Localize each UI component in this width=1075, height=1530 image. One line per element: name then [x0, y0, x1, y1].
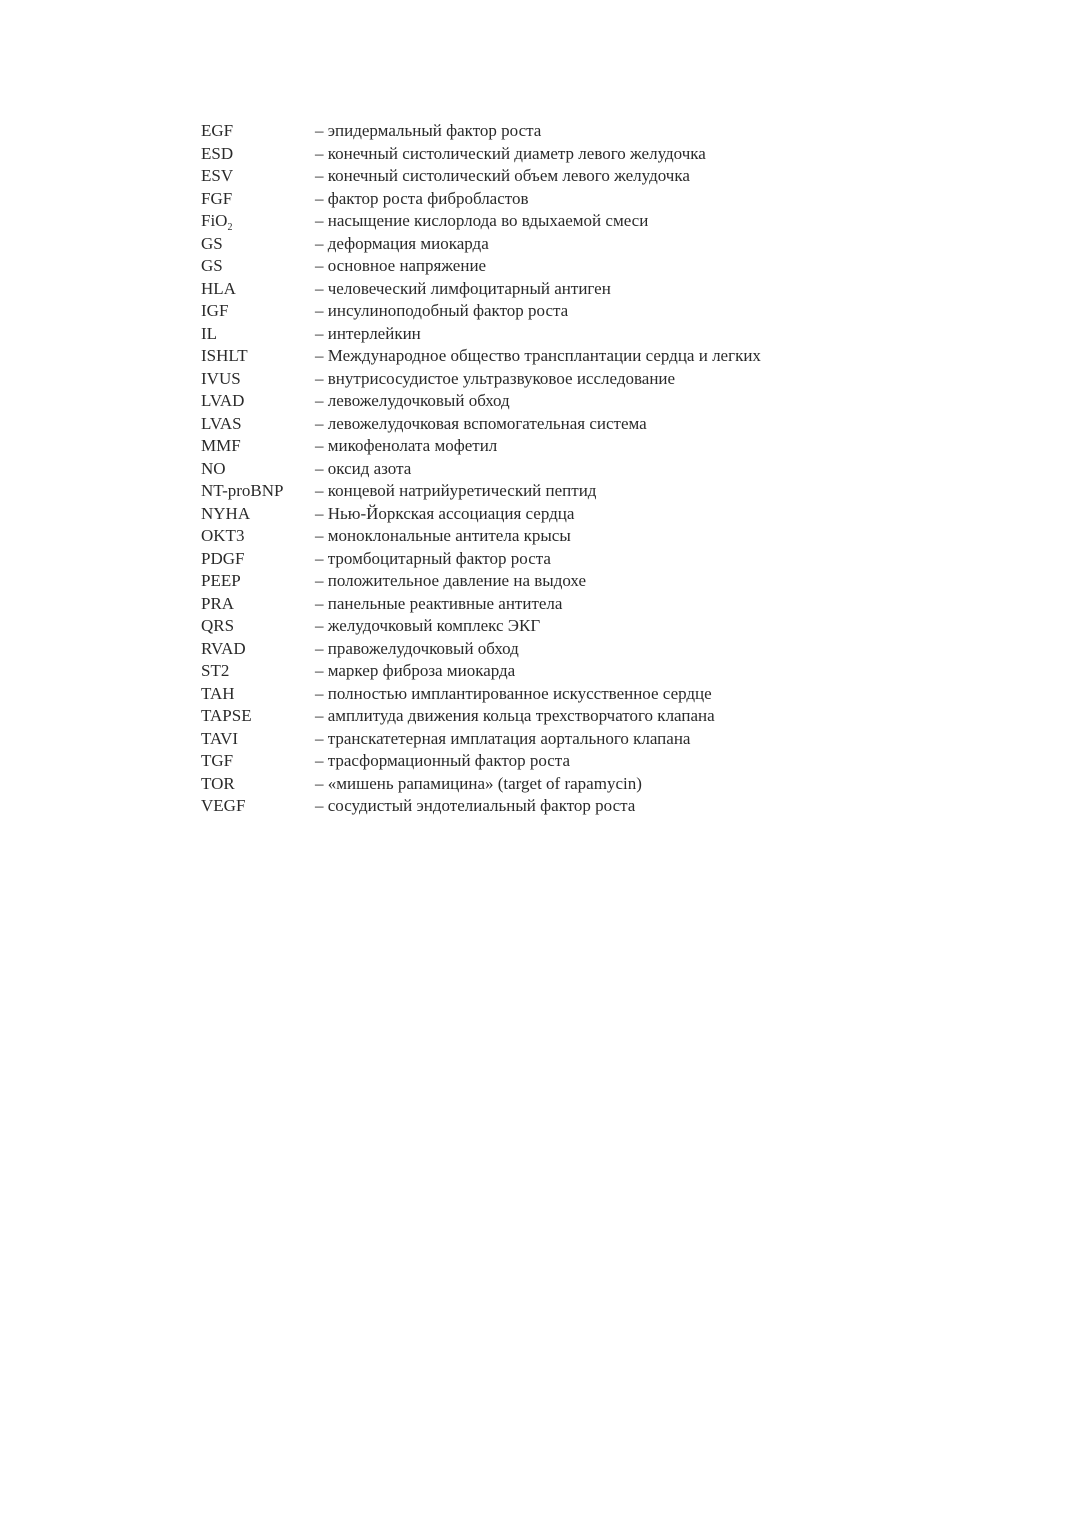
abbreviation-term: NO: [201, 458, 226, 478]
abbreviation-term: IVUS: [201, 368, 241, 388]
abbreviation-row: [201, 480, 841, 503]
abbreviation-definition: – полностью имплантированное искусственное сердце: [315, 683, 712, 703]
abbreviation-definition: – концевой натрийуретический пептид: [315, 481, 597, 500]
abbreviation-definition: – маркер фиброза миокарда: [315, 661, 516, 680]
abbreviation-row: [201, 143, 841, 166]
abbreviation-definition: – правожелудочковый обход: [315, 638, 519, 658]
abbreviation-term-subscript: 2: [227, 222, 233, 233]
abbreviation-definition: – эпидермальный фактор роста: [315, 121, 542, 140]
abbreviation-row: [201, 323, 841, 346]
abbreviation-definition: – положительное давление на выдохе: [315, 571, 587, 590]
abbreviation-row: [201, 638, 841, 661]
abbreviation-row: [201, 458, 841, 481]
abbreviation-term: ESV: [201, 166, 234, 185]
abbreviation-term: EGF: [201, 121, 234, 140]
abbreviation-row: [201, 120, 841, 143]
abbreviation-row: [201, 773, 841, 796]
abbreviation-term: [201, 210, 315, 233]
abbreviation-term: TAVI: [201, 728, 239, 748]
abbreviation-row: [201, 390, 841, 413]
abbreviation-row: [201, 525, 841, 548]
abbreviation-row: [201, 683, 841, 706]
abbreviation-row: [201, 233, 841, 256]
abbreviation-row: [201, 255, 841, 278]
abbreviation-term: ST2: [201, 661, 230, 680]
abbreviation-definition: – сосудистый эндотелиальный фактор роста: [315, 796, 636, 815]
abbreviation-definition: – интерлейкин: [315, 323, 421, 343]
abbreviation-term: LVAS: [201, 413, 242, 433]
abbreviation-definition: – конечный систолический диаметр левого желудочка: [315, 143, 706, 163]
abbreviation-term: PDGF: [201, 548, 245, 568]
abbreviation-row: [201, 570, 841, 593]
abbreviation-definition: – оксид азота: [315, 458, 412, 478]
abbreviation-row: [201, 413, 841, 436]
abbreviation-row: [201, 593, 841, 616]
abbreviation-term: NT-proBNP: [201, 481, 284, 500]
abbreviation-row: [201, 300, 841, 323]
abbreviation-definition: – левожелудочковая вспомогательная система: [315, 413, 647, 433]
abbreviation-row: [201, 188, 841, 211]
abbreviation-term: TAH: [201, 683, 235, 703]
abbreviation-term: ESD: [201, 143, 234, 163]
abbreviation-row: [201, 278, 841, 301]
abbreviation-term: HLA: [201, 278, 236, 298]
abbreviation-definition: – фактор роста фибробластов: [315, 188, 529, 208]
abbreviation-definition: – желудочковый комплекс ЭКГ: [315, 616, 541, 635]
abbreviation-term: IGF: [201, 301, 229, 320]
abbreviation-term: TGF: [201, 751, 234, 770]
abbreviation-row: [201, 435, 841, 458]
abbreviation-row: [201, 750, 841, 773]
abbreviation-row: [201, 795, 841, 818]
abbreviation-definition: – микофенолата мофетил: [315, 436, 498, 455]
abbreviation-definition: – внутрисосудистое ультразвуковое исследование: [315, 368, 676, 388]
abbreviation-row: [201, 503, 841, 526]
abbreviation-definition: – деформация миокарда: [315, 233, 489, 253]
abbreviation-row: [201, 548, 841, 571]
abbreviation-term: TAPSE: [201, 706, 252, 725]
abbreviation-term: VEGF: [201, 796, 246, 815]
abbreviation-definition: – «мишень рапамицина» (target of rapamycin): [315, 773, 642, 793]
abbreviation-definition: – Нью-Йоркская ассоциация сердца: [315, 503, 575, 523]
abbreviation-term: LVAD: [201, 391, 245, 410]
abbreviation-row: [201, 705, 841, 728]
abbreviation-term: PRA: [201, 593, 235, 613]
abbreviation-row: [201, 728, 841, 751]
abbreviation-row: [201, 345, 841, 368]
abbreviation-definition: – насыщение кислорлода во вдыхаемой смеси: [315, 211, 649, 230]
abbreviation-definition: – основное напряжение: [315, 256, 487, 275]
abbreviation-row: [201, 660, 841, 683]
abbreviation-definition: – амплитуда движения кольца трехстворчатого клапана: [315, 706, 715, 725]
abbreviation-definition: – транскатетерная имплатация аортального клапана: [315, 728, 691, 748]
abbreviation-definition: – Международное общество трансплантации сердца и легких: [315, 346, 761, 365]
abbreviation-definition: – панельные реактивные антитела: [315, 593, 563, 613]
abbreviation-definition: – трасформационный фактор роста: [315, 751, 570, 770]
abbreviation-row: [201, 368, 841, 391]
abbreviation-definition: – конечный систолический объем левого желудочка: [315, 166, 690, 185]
abbreviation-term: QRS: [201, 616, 235, 635]
abbreviation-row: [201, 615, 841, 638]
abbreviation-term: TOR: [201, 773, 235, 793]
abbreviation-row: [201, 210, 841, 233]
abbreviation-term: OKT3: [201, 526, 245, 545]
abbreviation-term-base: FiO: [201, 211, 228, 230]
abbreviation-term: MMF: [201, 436, 241, 455]
abbreviation-definition: – левожелудочковый обход: [315, 391, 510, 410]
abbreviation-term: GS: [201, 233, 223, 253]
abbreviation-definition: – человеческий лимфоцитарный антиген: [315, 278, 611, 298]
abbreviation-term: FGF: [201, 188, 233, 208]
abbreviation-definition: – инсулиноподобный фактор роста: [315, 301, 569, 320]
abbreviation-term: RVAD: [201, 638, 246, 658]
abbreviation-list: [201, 120, 841, 818]
abbreviation-term: GS: [201, 256, 223, 275]
abbreviation-definition: – моноклональные антитела крысы: [315, 526, 571, 545]
abbreviation-term: ISHLT: [201, 346, 248, 365]
abbreviation-term: IL: [201, 323, 218, 343]
abbreviation-definition: – тромбоцитарный фактор роста: [315, 548, 551, 568]
abbreviation-row: [201, 165, 841, 188]
abbreviation-term: PEEP: [201, 571, 241, 590]
abbreviation-term: NYHA: [201, 503, 251, 523]
